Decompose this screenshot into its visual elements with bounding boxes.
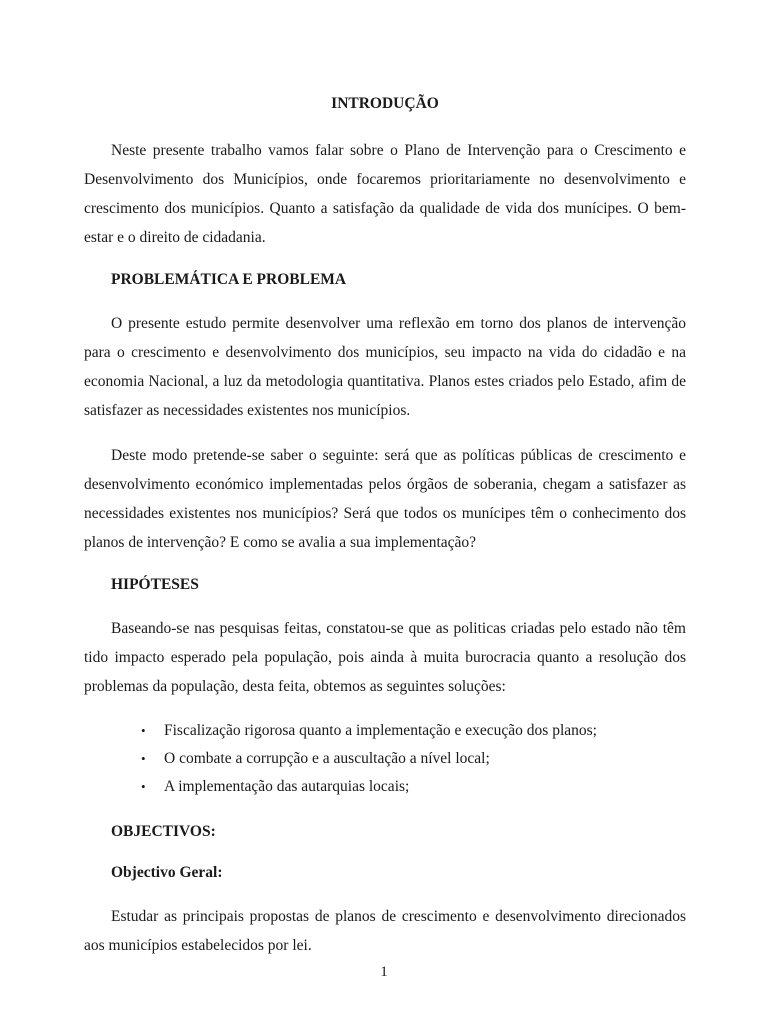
- problem-heading: PROBLEMÁTICA E PROBLEMA: [111, 271, 347, 288]
- solutions-list: [84, 717, 686, 801]
- page-number: 1: [380, 964, 388, 980]
- problem-paragraph-2: Deste modo pretende-se saber o seguinte: será que as políticas públicas de crescimento e desenvolvimento económico implementadas pelos órgãos de soberania, chegam a satisfazer as necessidades existentes nos municípios? Será que todos os munícipes têm o conhecimento dos planos de intervenção? E como se avalia a sua implementação?: [84, 447, 686, 551]
- objectives-heading: OBJECTIVOS:: [111, 823, 216, 840]
- hypotheses-heading: HIPÓTESES: [111, 576, 199, 593]
- problem-paragraph-1: O presente estudo permite desenvolver uma reflexão em torno dos planos de intervenção para o crescimento e desenvolvimento dos municípios, seu impacto na vida do cidadão e na economia Nacional, a luz da metodologia quantitativa. Planos estes criados pelo Estado, afim de satisfazer as necessidades existentes nos municípios.: [84, 315, 686, 419]
- bullet-icon: •: [141, 751, 146, 766]
- intro-paragraph: Neste presente trabalho vamos falar sobre o Plano de Intervenção para o Crescimento e Desenvolvimento dos Municípios, onde focaremos prioritariamente no desenvolvimento e crescimento dos municípios. Quanto a satisfação da qualidade de vida dos munícipes. O bem-estar e o direito de cidadania.: [84, 142, 686, 246]
- hypotheses-paragraph: Baseando-se nas pesquisas feitas, constatou-se que as politicas criadas pelo estado não têm tido impacto esperado pela população, pois ainda à muita burocracia quanto a resolução dos problemas da população, desta feita, obtemos as seguintes soluções:: [84, 620, 686, 695]
- list-item-text: Fiscalização rigorosa quanto a implementação e execução dos planos;: [164, 722, 597, 739]
- list-item: [84, 745, 686, 773]
- list-item-text: A implementação das autarquias locais;: [164, 778, 410, 795]
- general-objective-subheading: Objectivo Geral:: [111, 864, 223, 881]
- list-item: [84, 773, 686, 801]
- bullet-icon: •: [141, 779, 146, 794]
- page-title: INTRODUÇÃO: [331, 95, 439, 112]
- document-page: [84, 92, 686, 976]
- objective-paragraph: Estudar as principais propostas de planos de crescimento e desenvolvimento direcionados aos municípios estabelecidos por lei.: [84, 908, 686, 954]
- list-item-text: O combate a corrupção e a auscultação a nível local;: [164, 750, 490, 767]
- list-item: [84, 717, 686, 745]
- bullet-icon: •: [141, 723, 146, 738]
